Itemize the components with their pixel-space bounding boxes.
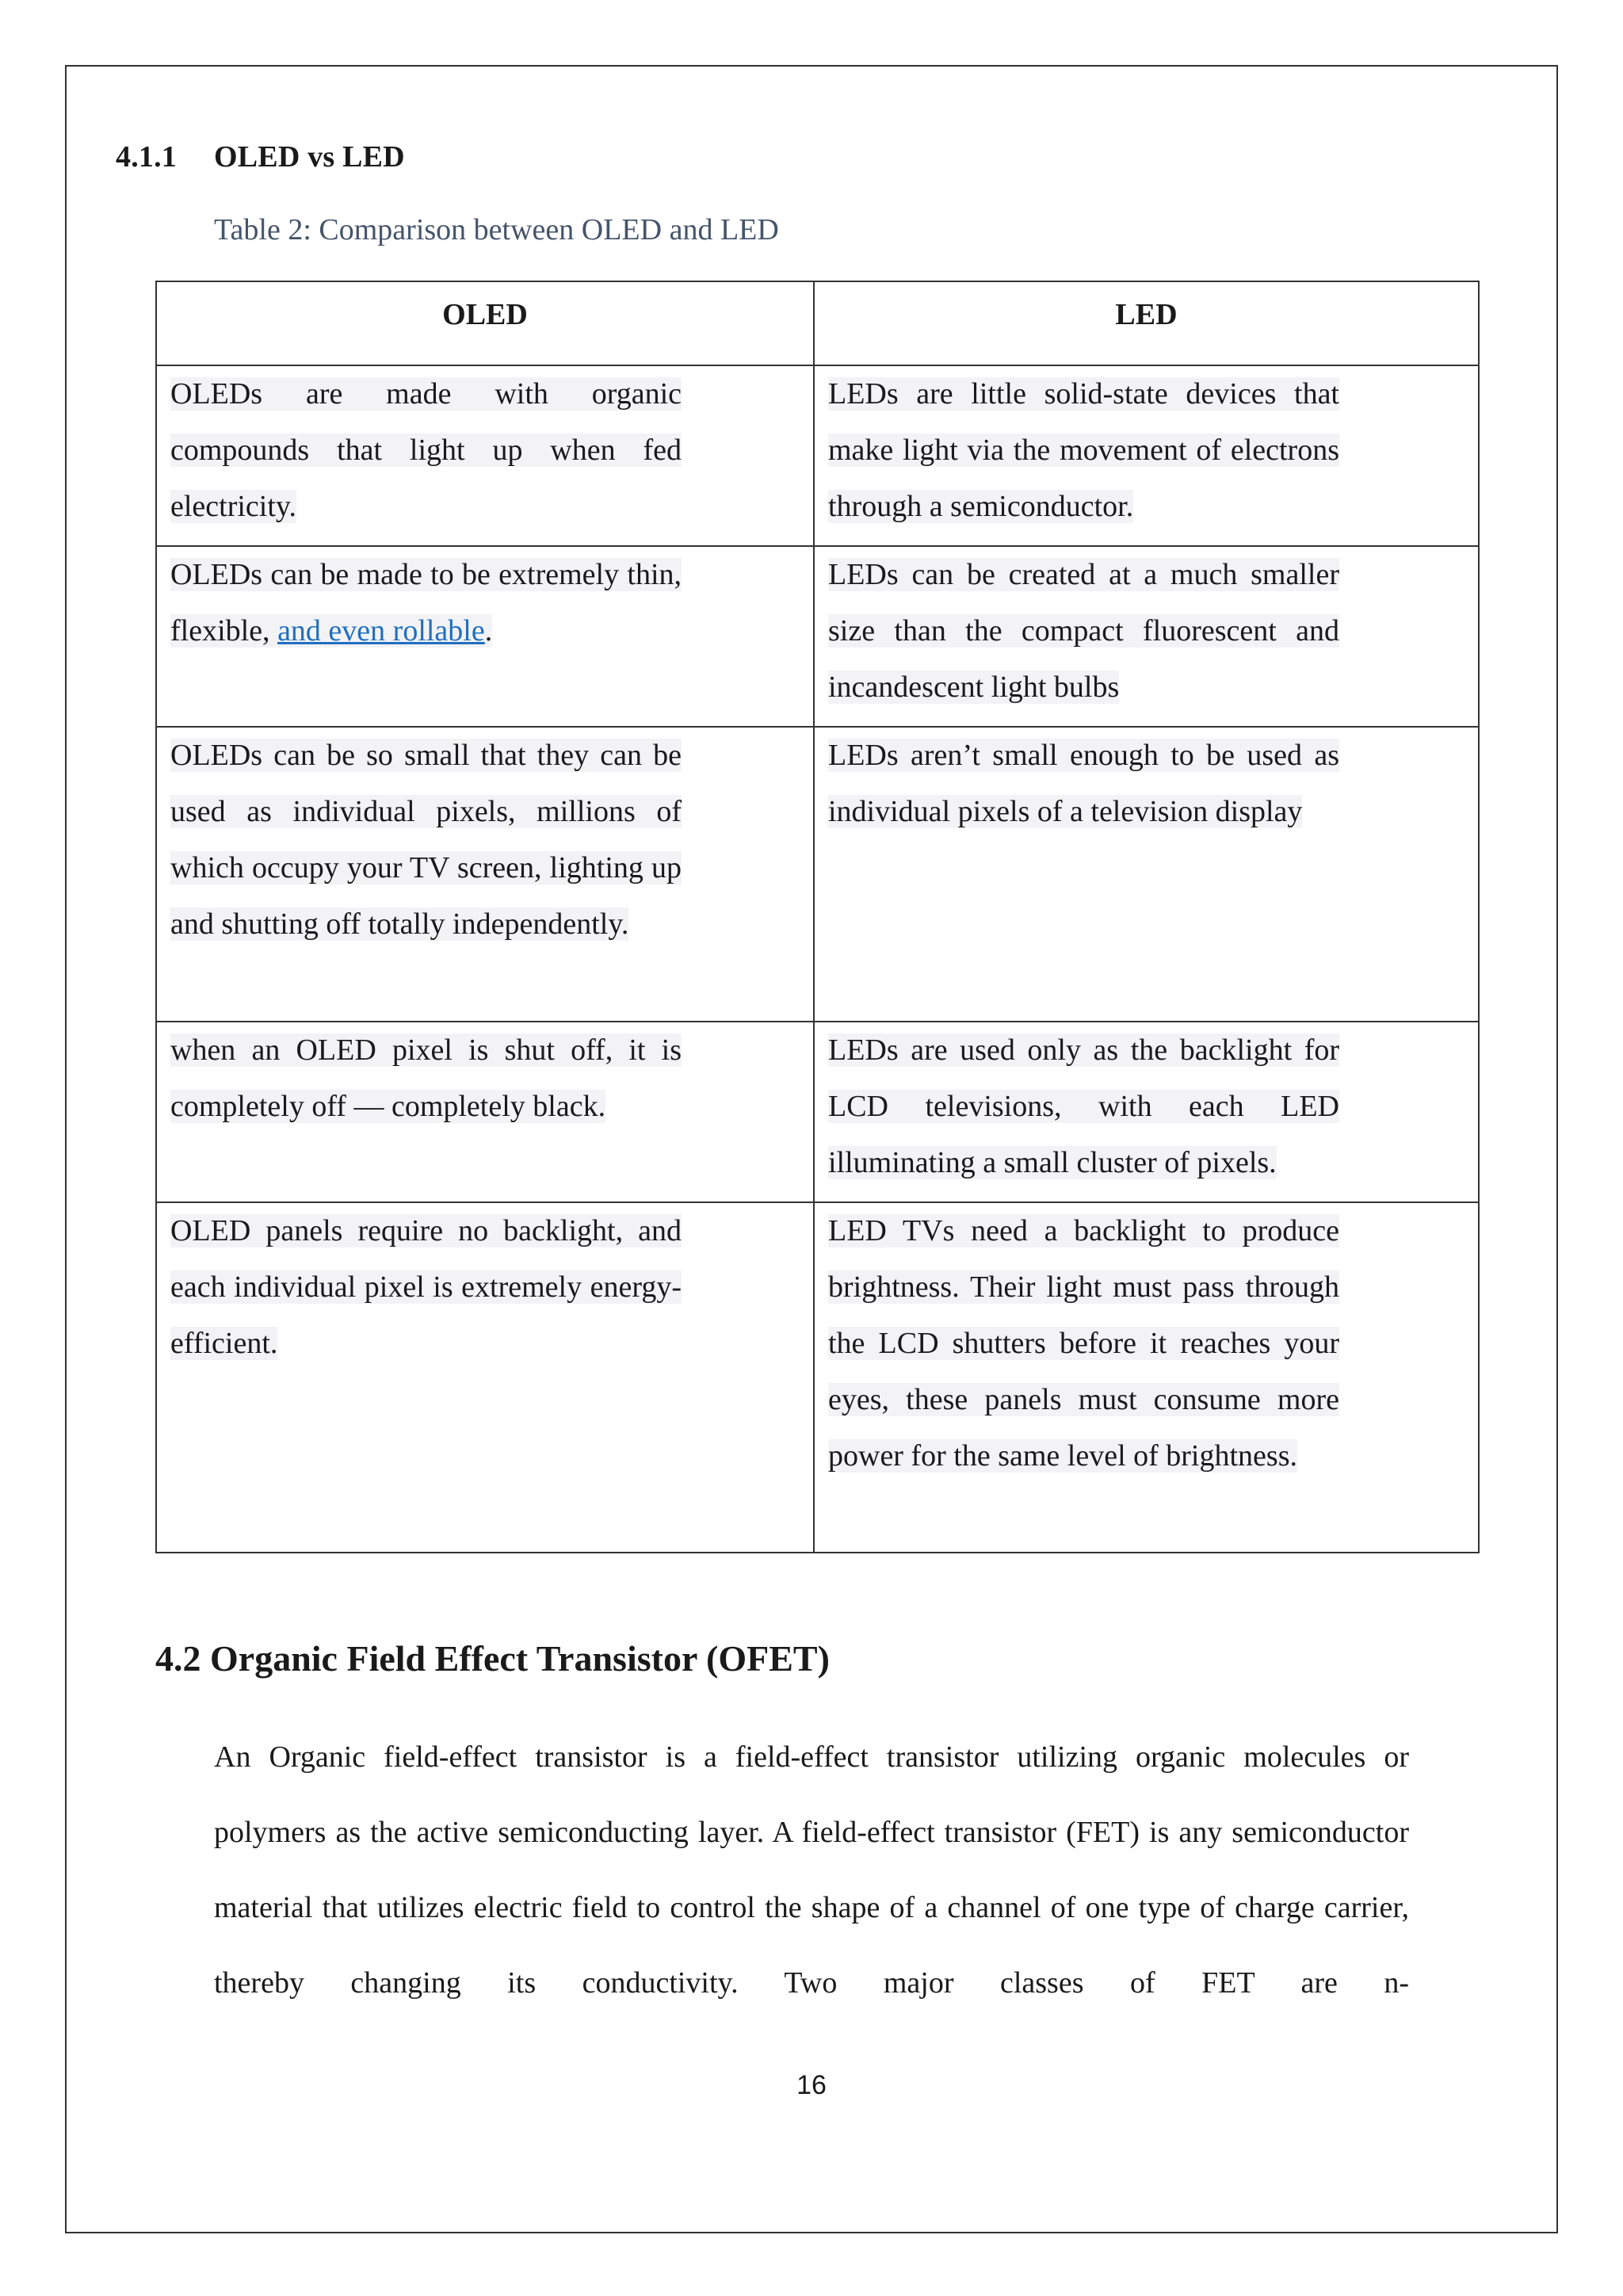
table-cell-oled	[156, 365, 814, 546]
column-header-oled: OLED	[156, 281, 814, 365]
table-cell-led	[814, 546, 1479, 727]
table-header-row	[156, 281, 1479, 365]
table-cell-led	[814, 727, 1479, 1022]
cell-text: OLEDs can be so small that they can be used as individual pixels, millions of which occupy your TV screen, lighting up and shutting off totally independently.	[170, 739, 682, 941]
table-cell-led	[814, 365, 1479, 546]
table-row	[156, 365, 1479, 546]
subsection-title: OLED vs LED	[214, 140, 405, 174]
subsection-heading	[116, 139, 405, 174]
table-row	[156, 546, 1479, 727]
table-row	[156, 1022, 1479, 1202]
table-row	[156, 727, 1479, 1022]
cell-text: LED TVs need a backlight to produce brightness. Their light must pass through the LCD shutters before it reaches your eyes, these panels must consume more power for the same level of brightness.	[828, 1214, 1339, 1473]
table-cell-led	[814, 1202, 1479, 1553]
cell-text: when an OLED pixel is shut off, it is completely off — completely black.	[170, 1033, 682, 1123]
table-cell-oled	[156, 1202, 814, 1553]
cell-text: LEDs are little solid-state devices that make light via the movement of electrons through a semiconductor.	[828, 377, 1339, 523]
cell-text-tail: .	[484, 614, 493, 648]
cell-text: OLEDs are made with organic compounds that light up when fed electricity.	[170, 377, 682, 523]
table-cell-oled	[156, 546, 814, 727]
table-row	[156, 1202, 1479, 1553]
cell-text: OLED panels require no backlight, and each individual pixel is extremely energy-efficient.	[170, 1214, 682, 1360]
table-caption: Table 2: Comparison between OLED and LED	[214, 213, 779, 246]
table-cell-oled	[156, 727, 814, 1022]
cell-text: OLEDs can be made to be extremely thin, flexible,	[170, 558, 682, 648]
table-cell-oled	[156, 1022, 814, 1202]
body-paragraph: An Organic field-effect transistor is a field-effect transistor utilizing organic molecules or polymers as the active semiconducting layer. A field-effect transistor (FET) is any semiconductor material that utilizes electric field to control the shape of a channel of one type of charge carrier, thereby changing its conductivity. Two major classes of FET are n-	[214, 1740, 1409, 2000]
column-header-led: LED	[814, 281, 1479, 365]
page-number: 16	[796, 2070, 827, 2100]
comparison-table	[155, 281, 1480, 1553]
table-cell-led	[814, 1022, 1479, 1202]
rollable-link[interactable]: and even rollable	[277, 614, 485, 648]
cell-text: LEDs aren’t small enough to be used as individual pixels of a television display	[828, 739, 1339, 828]
cell-text: LEDs are used only as the backlight for LCD televisions, with each LED illuminating a small cluster of pixels.	[828, 1033, 1339, 1179]
subsection-number: 4.1.1	[116, 140, 177, 174]
cell-text: LEDs can be created at a much smaller size than the compact fluorescent and incandescent light bulbs	[828, 558, 1339, 704]
section-heading: 4.2 Organic Field Effect Transistor (OFET)	[155, 1638, 830, 1679]
